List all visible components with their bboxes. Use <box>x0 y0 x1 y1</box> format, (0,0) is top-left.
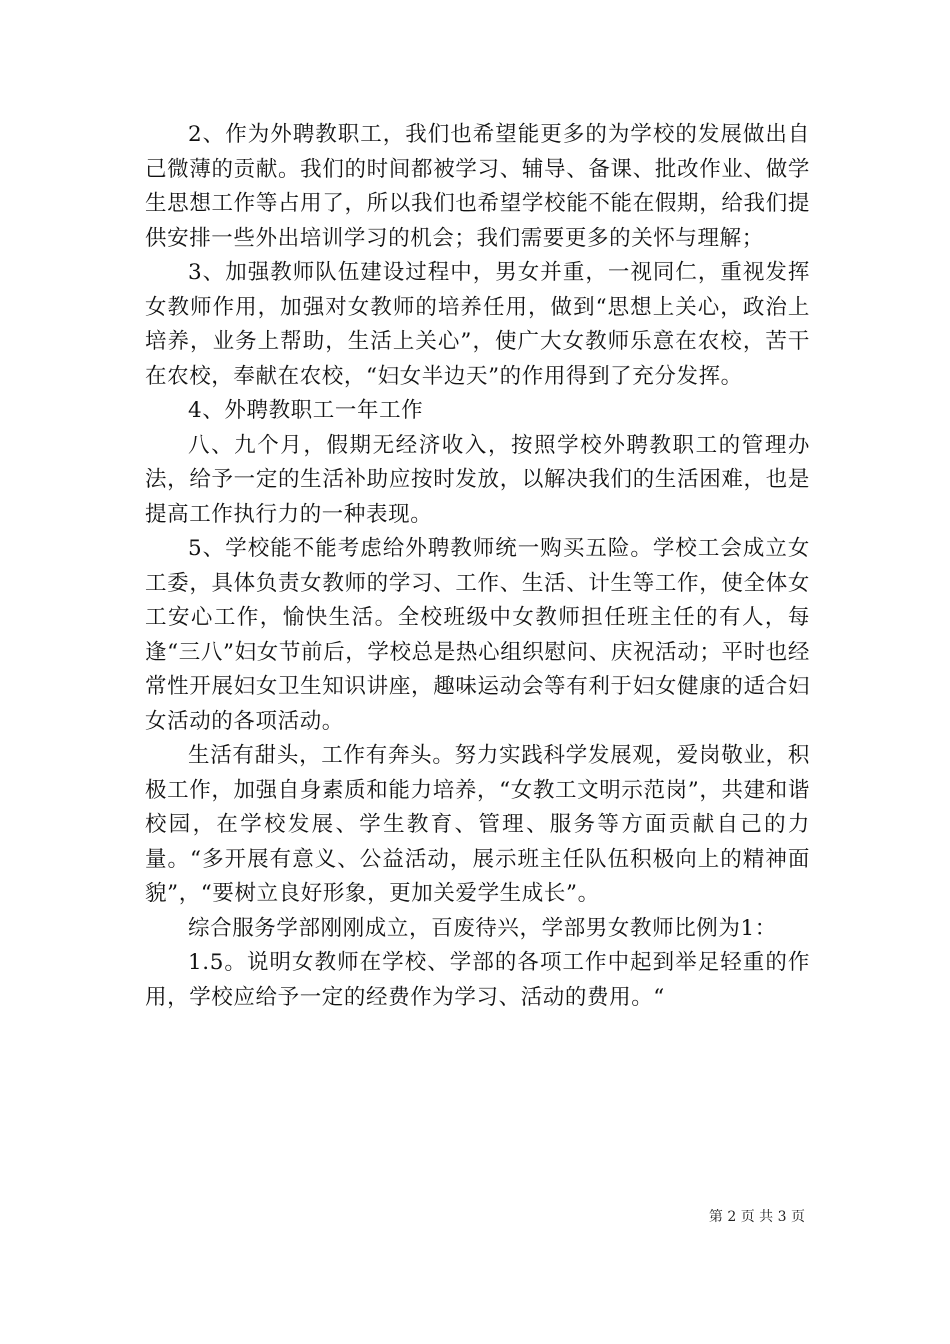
paragraph-item-4-heading: 4、外聘教职工一年工作 <box>188 398 424 423</box>
paragraph-motto: 生活有甜头，工作有奔头。努力实践科学发展观，爱岗敬业，积极工作，加强自身素质和能力培养，“女教工文明示范岗”，共建和谐校园，在学校发展、学生教育、管理、服务等方面贡献自己的力量。“多开展有意义、公益活动，展示班主任队伍积极向上的精神面貌”，“要树立良好形象，更加关爱学生成长”。 <box>145 743 810 906</box>
paragraph-ratio: 1.5。说明女教师在学校、学部的各项工作中起到举足轻重的作用，学校应给予一定的经费作为学习、活动的费用。“ <box>145 950 810 1010</box>
page-indicator: 第 2 页 共 3 页 <box>708 1209 805 1225</box>
paragraph-item-2: 2、作为外聘教职工，我们也希望能更多的为学校的发展做出自己微薄的贡献。我们的时间都被学习、辅导、备课、批改作业、做学生思想工作等占用了，所以我们也希望学校能不能在假期，给我们提供安排一些外出培训学习的机会；我们需要更多的关怀与理解； <box>145 122 810 251</box>
document-body <box>145 118 810 1015</box>
paragraph-item-3: 3、加强教师队伍建设过程中，男女并重，一视同仁，重视发挥女教师作用，加强对女教师的培养任用，做到“思想上关心，政治上培养，业务上帮助，生活上关心”，使广大女教师乐意在农校，苦干在农校，奉献在农校，“妇女半边天”的作用得到了充分发挥。 <box>145 260 810 389</box>
paragraph-item-5: 5、学校能不能考虑给外聘教师统一购买五险。学校工会成立女工委，具体负责女教师的学习、工作、生活、计生等工作，使全体女工安心工作，愉快生活。全校班级中女教师担任班主任的有人，每逢“三八”妇女节前后，学校总是热心组织慰问、庆祝活动；平时也经常性开展妇女卫生知识讲座，趣味运动会等有利于妇女健康的适合妇女活动的各项活动。 <box>145 536 810 734</box>
paragraph-subsidy: 八、九个月，假期无经济收入，按照学校外聘教职工的管理办法，给予一定的生活补助应按时发放，以解决我们的生活困难，也是提高工作执行力的一种表现。 <box>145 432 810 527</box>
paragraph-department: 综合服务学部刚刚成立，百废待兴，学部男女教师比例为1： <box>188 915 777 941</box>
